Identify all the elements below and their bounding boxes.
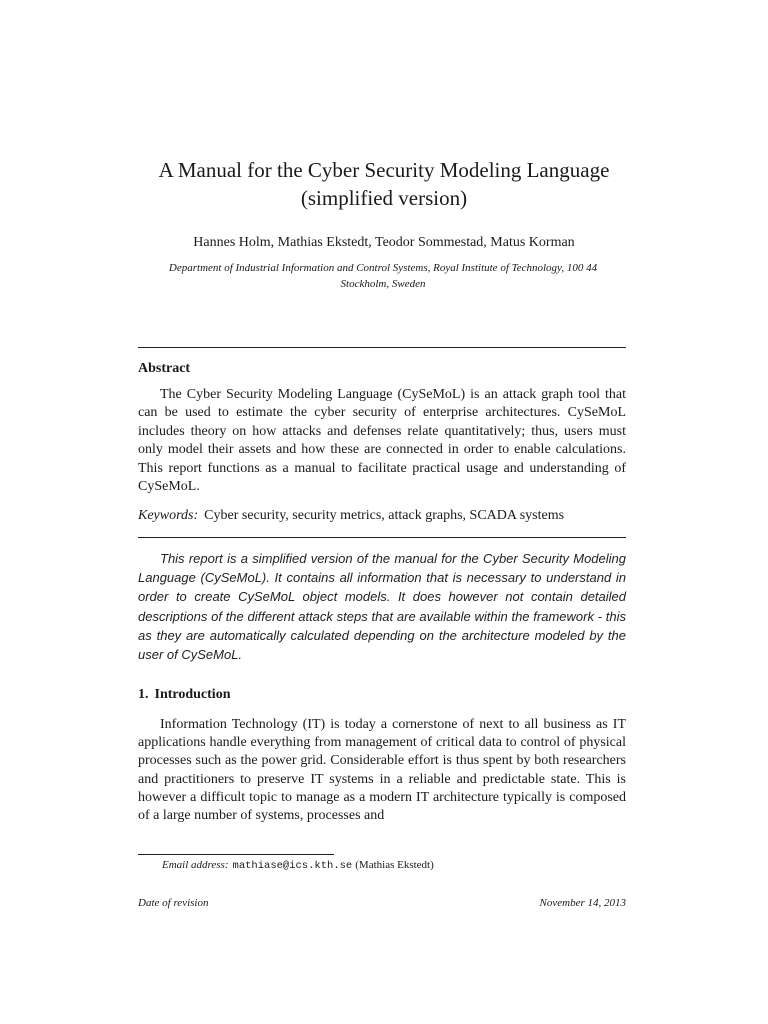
abstract-top-rule <box>138 347 626 348</box>
introduction-body: Information Technology (IT) is today a cornerstone of next to all business as IT applications handle everything from management of critical data to control of physical processes such as the power grid. Considerable effort is thus spent by both researchers and practitioners to preserve IT systems in a reliable and predictable state. This is however a difficult topic to manage as a modern IT architecture typically is composed of a large number of systems, processes and <box>138 717 626 824</box>
section-heading-introduction <box>138 686 230 704</box>
footer-revision-label: Date of revision <box>138 897 209 909</box>
author-list: Hannes Holm, Mathias Ekstedt, Teodor Sommestad, Matus Korman <box>193 235 575 250</box>
affiliation <box>138 260 628 292</box>
affiliation-line-1: Department of Industrial Information and Control Systems, Royal Institute of Technology, 100 44 <box>168 262 598 274</box>
section-number: 1. <box>138 687 149 702</box>
paper-title <box>0 156 768 212</box>
keywords-list: Cyber security, security metrics, attack graphs, SCADA systems <box>204 508 565 523</box>
abstract-body: The Cyber Security Modeling Language (CySeMoL) is an attack graph tool that can be used to estimate the cyber security of enterprise architectures. CySeMoL includes theory on how attacks and defenses relate quantitatively; thus, users must only model their assets and how these are connected in order to enable calculations. This report functions as a manual to facilitate practical usage and understanding of CySeMoL. <box>138 387 626 495</box>
footnote-rule <box>138 854 334 855</box>
title-line-2: (simplified version) <box>300 186 468 210</box>
footer-date: November 14, 2013 <box>539 897 626 909</box>
keywords-label: Keywords: <box>138 508 199 523</box>
simplified-version-note: This report is a simplified version of the manual for the Cyber Security Modeling Language (CySeMoL). It contains all information that is necessary to understand in order to create CySeMoL object models. It does however not contain detailed descriptions of the different attack steps that are available within the framework - this as they are automatically calculated depending on the architecture modeled by the user of CySeMoL. <box>138 551 626 663</box>
abstract-heading: Abstract <box>138 361 191 376</box>
section-title: Introduction <box>154 687 231 702</box>
footnote-name: (Mathias Ekstedt) <box>355 859 434 871</box>
affiliation-line-2: Stockholm, Sweden <box>340 278 426 290</box>
keywords <box>138 507 626 525</box>
footnote-label: Email address: <box>162 859 229 871</box>
footnote <box>162 858 434 873</box>
abstract-bottom-rule <box>138 537 626 538</box>
footnote-email: mathiase@ics.kth.se <box>232 860 353 872</box>
title-line-1: A Manual for the Cyber Security Modeling Language <box>158 158 610 182</box>
